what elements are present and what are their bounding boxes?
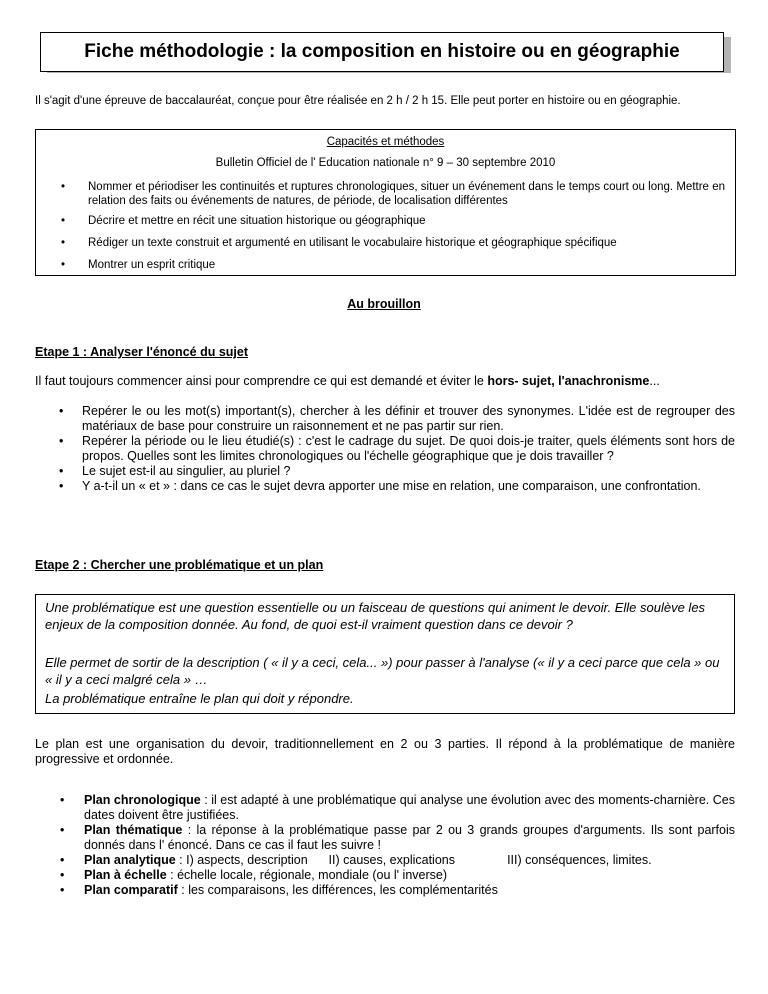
list-item-text: Le sujet est-il au singulier, au pluriel ?	[82, 464, 291, 478]
page-title: Fiche méthodologie : la composition en histoire ou en géographie	[84, 41, 680, 62]
bullet: •	[59, 404, 64, 418]
title-box	[40, 32, 724, 72]
list-item	[35, 868, 735, 883]
list-item-text: Repérer le ou les mot(s) important(s), chercher à les définir et trouver des synonymes. L'idée est de regrouper des matériaux de base pour construire un raisonnement et ne pas partir sur rien.	[82, 404, 735, 433]
capacite-text: Nommer et périodiser les continuités et ruptures chronologiques, situer un événement dans le temps court ou long. Mettre en relation des faits ou événements de natures, de période, de localisation différentes	[88, 181, 725, 207]
plans-list	[35, 793, 735, 898]
etape1-intro-start: Il faut toujours commencer ainsi pour comprendre ce qui est demandé et éviter le	[35, 374, 488, 388]
plan-name: Plan à échelle	[84, 868, 167, 882]
problematique-box	[35, 594, 735, 714]
plan-text: : il est adapté à une problématique qui analyse une évolution avec des moments-charnière. Ces dates doivent être justifiées.	[84, 793, 735, 822]
etape2-title: Etape 2 : Chercher une problématique et un plan	[35, 558, 324, 572]
plan-name: Plan comparatif	[84, 883, 178, 897]
bullet: •	[61, 237, 66, 249]
capacite-text: Rédiger un texte construit et argumenté en utilisant le vocabulaire historique et géographique spécifique	[88, 237, 617, 249]
problematique-plan: La problématique entraîne le plan qui doit y répondre.	[45, 691, 354, 706]
list-item	[35, 823, 735, 853]
intro-paragraph: Il s'agit d'une épreuve de baccalauréat, conçue pour être réalisée en 2 h / 2 h 15. Elle peut porter en histoire ou en géographie.	[35, 95, 681, 107]
capacites-heading: Capacités et méthodes	[326, 136, 445, 148]
bullet: •	[60, 868, 65, 882]
bullet: •	[61, 259, 66, 271]
plan-intro: Le plan est une organisation du devoir, traditionnellement en 2 ou 3 parties. Il répond à la problématique de manière progressive et ordonnée.	[35, 737, 735, 766]
list-item	[35, 464, 735, 479]
problematique-definition: Une problématique est une question essentielle ou un faisceau de questions qui animent le devoir. Elle soulève les enjeux de la composition donnée. Au fond, de quoi est-il vraiment question dans ce devoir ?	[45, 600, 706, 632]
plan-text: : les comparaisons, les différences, les complémentarités	[177, 883, 498, 897]
capacite-text: Montrer un esprit critique	[88, 259, 216, 271]
brouillon-heading: Au brouillon	[347, 297, 421, 311]
capacite-text: Décrire et mettre en récit une situation historique ou géographique	[88, 215, 426, 227]
list-item-text: Repérer la période ou le lieu étudié(s) : c'est le cadrage du sujet. De quoi dois-je traiter, quels éléments sont hors de propos. Quelles sont les limites chronologiques ou l'échelle géographique que je dois travailler ?	[82, 434, 735, 463]
bullet: •	[59, 434, 64, 448]
bullet: •	[61, 215, 66, 227]
list-item	[35, 479, 735, 494]
bullet: •	[60, 853, 65, 867]
bullet: •	[60, 823, 65, 837]
plan-text: : I) aspects, description II) causes, explications III) conséquences, limites.	[175, 853, 652, 867]
bullet: •	[59, 479, 64, 493]
bullet: •	[60, 793, 65, 807]
etape1-title: Etape 1 : Analyser l'énoncé du sujet	[35, 345, 248, 359]
bullet: •	[61, 181, 66, 193]
etape1-intro-bold: hors- sujet, l'anachronisme	[487, 374, 650, 388]
problematique-analyse: Elle permet de sortir de la description ( « il y a ceci, cela... ») pour passer à l'analyse (« il y a ceci parce que cela » ou « il y a ceci malgré cela » …	[45, 655, 720, 687]
etape1-intro	[35, 374, 735, 389]
plan-text: : échelle locale, régionale, mondiale (ou l' inverse)	[166, 868, 448, 882]
list-item	[35, 434, 735, 464]
list-item	[35, 793, 735, 823]
plan-text: : la réponse à la problématique passe par 2 ou 3 grands groupes d'arguments. Ils sont parfois donnés dans l' énoncé. Dans ce cas il faut les suivre !	[84, 823, 736, 852]
plan-name: Plan analytique	[84, 853, 176, 867]
plan-name: Plan chronologique	[84, 793, 201, 807]
capacites-box	[35, 129, 736, 276]
plan-name: Plan thématique	[84, 823, 183, 837]
etape1-intro-end: ...	[649, 374, 660, 388]
bulletin-reference: Bulletin Officiel de l' Education nationale n° 9 – 30 septembre 2010	[215, 157, 556, 169]
bullet: •	[59, 464, 64, 478]
bullet: •	[60, 883, 65, 897]
etape1-bullet-list	[35, 404, 735, 494]
list-item	[35, 853, 735, 868]
list-item	[35, 883, 735, 898]
list-item-text: Y a-t-il un « et » : dans ce cas le sujet devra apporter une mise en relation, une comparaison, une confrontation.	[82, 479, 701, 493]
list-item	[35, 404, 735, 434]
